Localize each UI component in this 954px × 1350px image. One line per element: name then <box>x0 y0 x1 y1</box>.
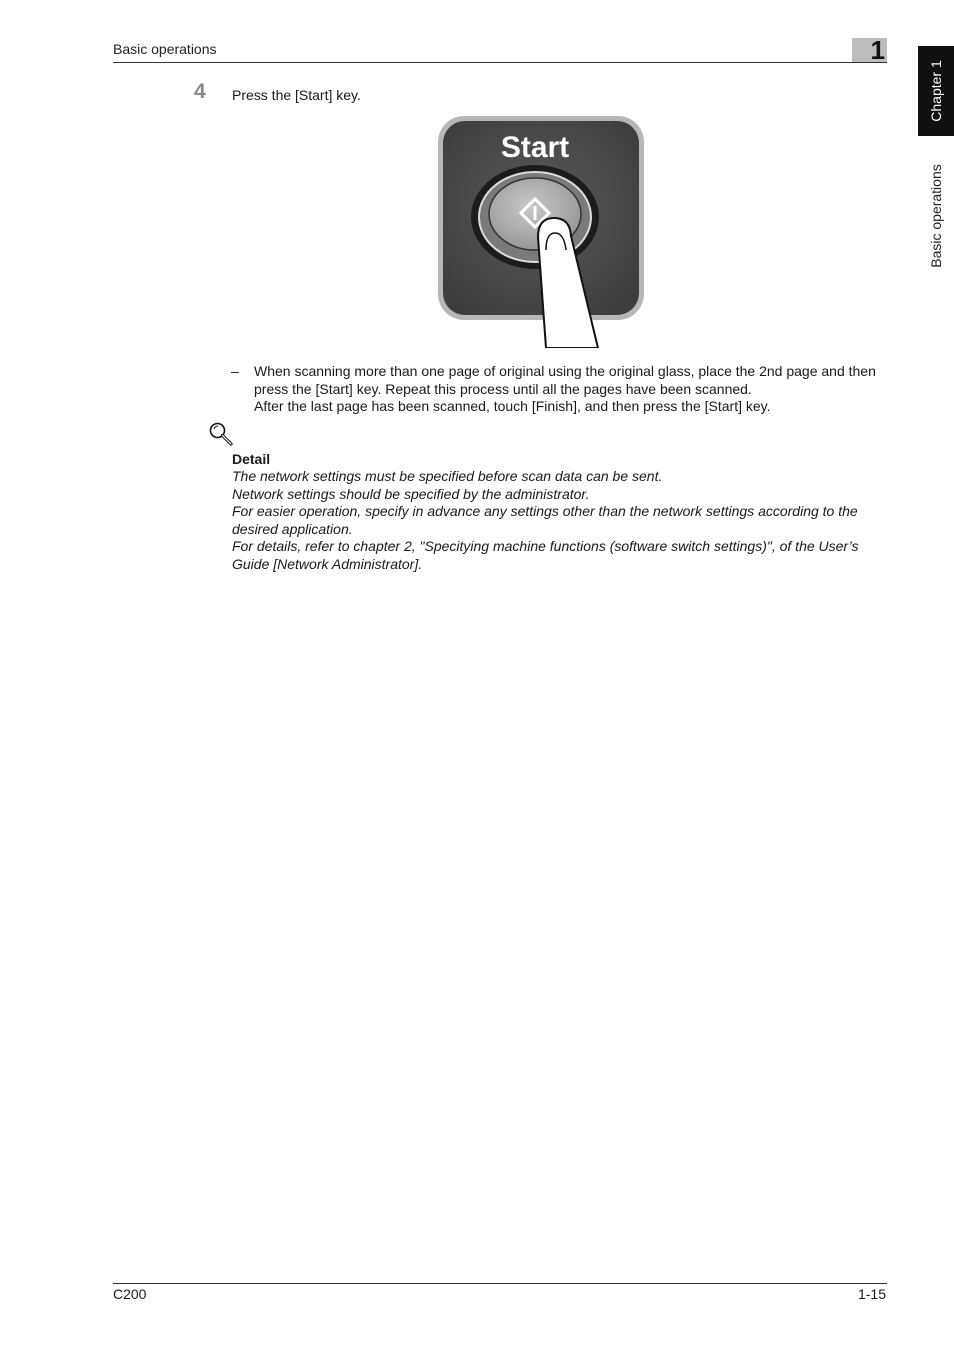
footer-page-number: 1-15 <box>857 1286 886 1302</box>
side-chapter-tab <box>918 46 954 136</box>
side-section-tab <box>918 150 954 282</box>
detail-paragraph: For details, refer to chapter 2, "Specitying machine functions (software switch settings)", of the User’s Guide [Network Administrator]. <box>232 538 859 572</box>
step-number: 4 <box>194 80 206 103</box>
start-key-graphic <box>434 112 648 348</box>
detail-paragraph: For easier operation, specify in advance any settings other than the network settings according to the desired application. <box>232 503 858 537</box>
bullet-text <box>254 363 888 416</box>
header-section-title: Basic operations <box>113 41 217 57</box>
side-section-label: Basic operations <box>928 164 944 268</box>
bullet-line: After the last page has been scanned, touch [Finish], and then press the [Start] key. <box>254 398 771 415</box>
footer-model: C200 <box>113 1286 147 1302</box>
chapter-number-box <box>852 35 887 65</box>
side-chapter-label: Chapter 1 <box>928 60 944 122</box>
magnifier-icon <box>208 421 234 447</box>
step-instruction: Press the [Start] key. <box>232 87 361 103</box>
chapter-number: 1 <box>870 35 885 65</box>
start-key-illustration <box>434 112 648 348</box>
detail-heading: Detail <box>232 451 271 467</box>
footer-divider <box>113 1283 887 1284</box>
detail-body <box>232 468 888 574</box>
header-divider <box>113 62 887 63</box>
bullet-line: When scanning more than one page of original using the original glass, place the 2nd page and then press the [Start] key. Repeat this process until all the pages have been scanned. <box>254 363 876 397</box>
bullet-dash: – <box>231 363 239 379</box>
detail-paragraph: Network settings should be specified by the administrator. <box>232 485 590 502</box>
start-key-label: Start <box>500 131 570 164</box>
detail-paragraph: The network settings must be specified before scan data can be sent. <box>232 468 663 484</box>
